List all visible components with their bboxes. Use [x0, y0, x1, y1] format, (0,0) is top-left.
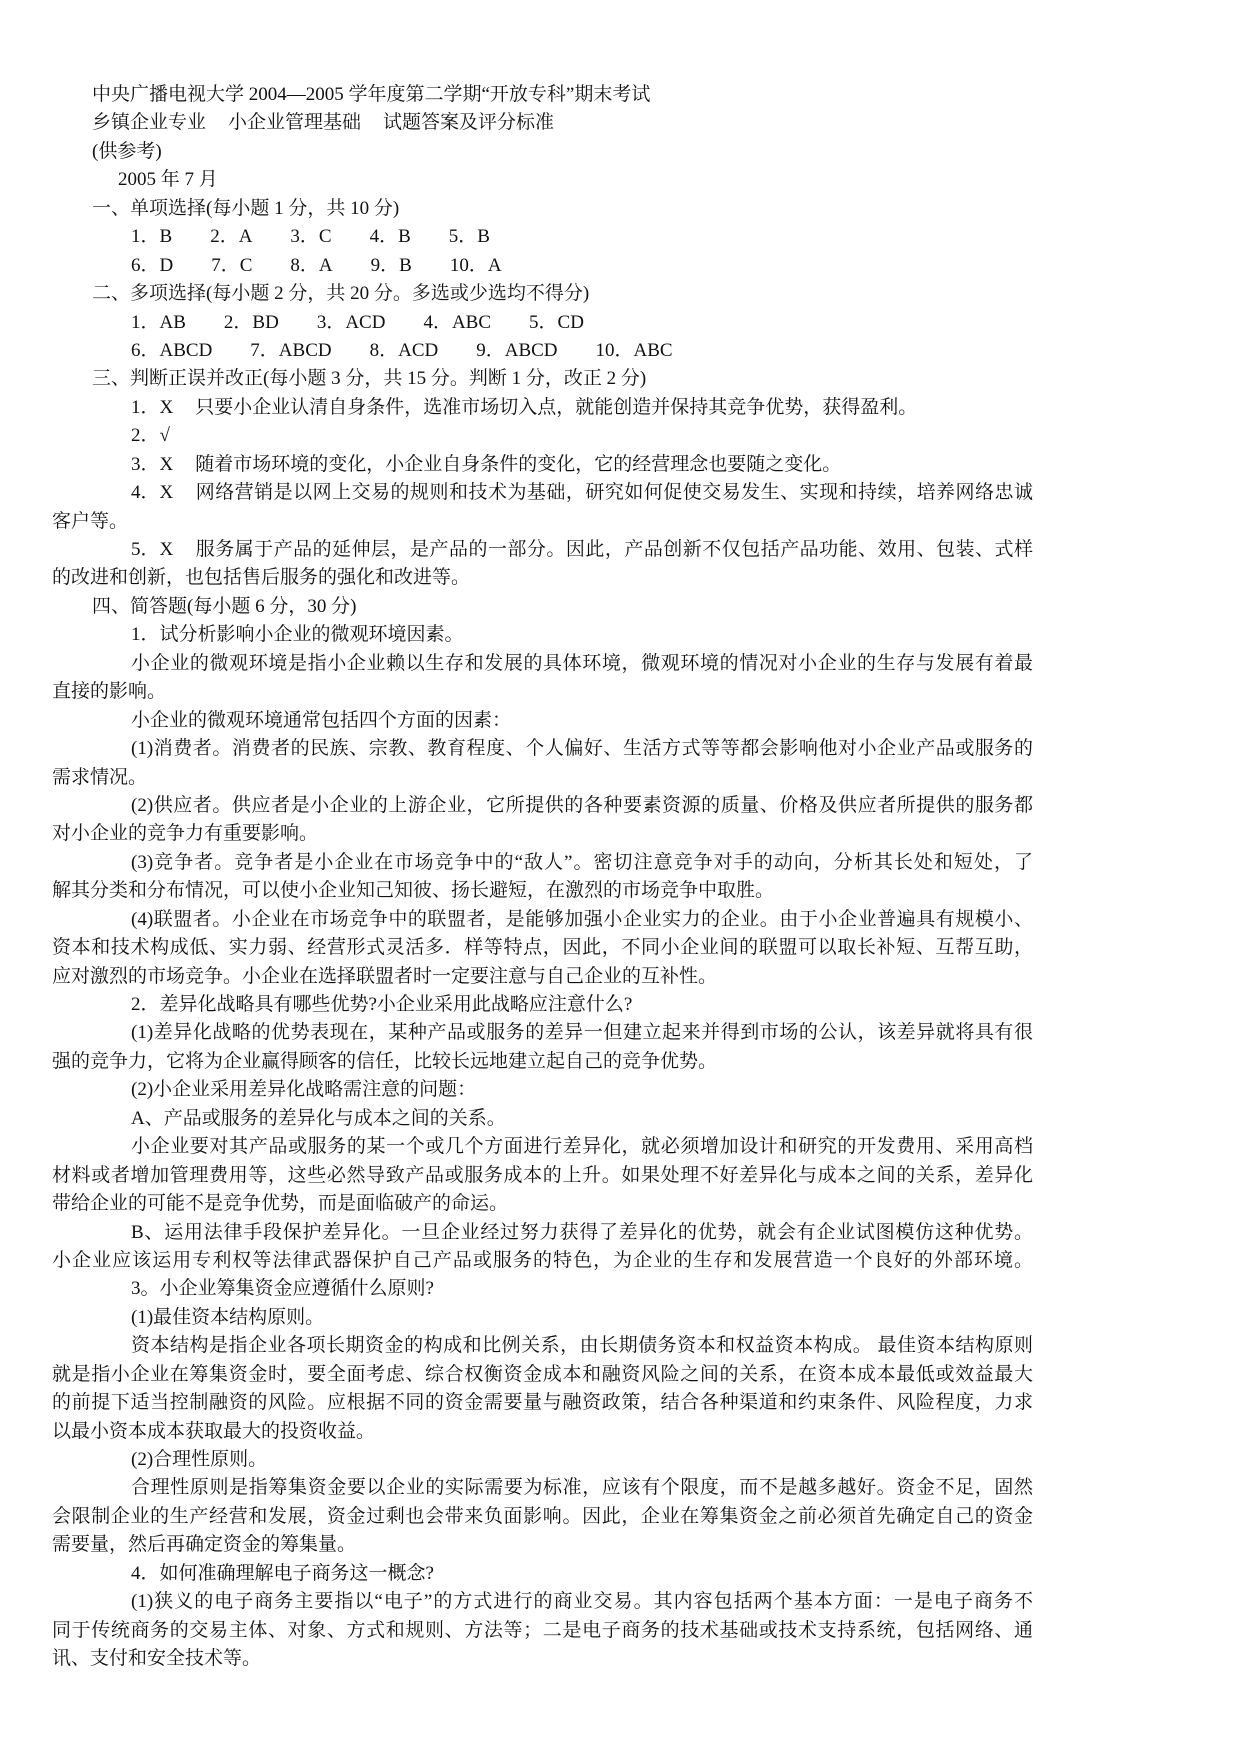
paragraph-line: (2)小企业采用差异化战略需注意的问题：	[131, 1079, 477, 1101]
paragraph-line: 小企业的微观环境是指小企业赖以生存和发展的具体环境，微观环境的情况对小企业的生存与发展有着最	[131, 652, 1033, 674]
correction-text: 随着市场环境的变化，小企业自身条件的变化，它的经营理念也要随之变化。	[195, 453, 842, 475]
paragraph-line: 就是指小企业在筹集资金时，要全面考虑、综合权衡资金成本和融资风险之间的关系，在资本成本最低或效益最大	[52, 1363, 1033, 1385]
judgment-label: 2．√	[131, 425, 170, 447]
answer-item: 10．A	[449, 254, 502, 276]
paragraph-line: 对小企业的竞争力有重要影响。	[52, 823, 319, 845]
judgment-item	[52, 536, 1033, 564]
answer-item: 2．BD	[223, 311, 279, 333]
answer-item: 7．ABCD	[250, 339, 332, 361]
paragraph-line: 解其分类和分布情况，可以使小企业知己知彼、扬长避短，在激烈的市场竞争中取胜。	[52, 880, 775, 902]
paragraph-line: (2)合理性原则。	[131, 1449, 268, 1470]
answer-item: 10．ABC	[595, 339, 673, 361]
paragraph-line: 直接的影响。	[52, 681, 167, 703]
judgment-label: 3．X	[131, 453, 174, 475]
section-1-heading: 一、单项选择(每小题 1 分，共 10 分)	[92, 197, 400, 219]
question-2: 2．差异化战略具有哪些优势?小企业采用此战略应注意什么?	[131, 994, 633, 1015]
paragraph-line: (1)狭义的电子商务主要指以“电子”的方式进行的商业交易。其内容包括两个基本方面：一是电子商务不	[131, 1591, 1033, 1613]
judgment-label: 5．X	[131, 539, 174, 560]
paragraph-line: 带给企业的可能不是竞争优势，而是面临破产的命运。	[52, 1193, 509, 1215]
judgment-label: 4．X	[131, 482, 174, 504]
paragraph-line: 同于传统商务的交易主体、对象、方式和规则、方法等；二是电子商务的技术基础或技术支持系统，包括网络、通	[52, 1619, 1033, 1641]
answer-item: 9．ABCD	[476, 339, 558, 361]
subtitle-doc-type: 试题答案及评分标准	[383, 112, 555, 134]
answer-row	[52, 337, 1033, 365]
correction-text: 只要小企业认清自身条件，选准市场切入点，就能创造并保持其竞争优势，获得盈利。	[195, 396, 918, 418]
answer-item: 5．B	[448, 226, 490, 248]
document-body	[52, 81, 1033, 1674]
answer-item: 4．ABC	[423, 311, 492, 333]
correction-text: 网络营销是以网上交易的规则和技术为基础，研究如何促使交易发生、实现和持续，培养网络忠诚	[195, 482, 1033, 504]
question-3: 3。小企业筹集资金应遵循什么原则?	[131, 1278, 434, 1300]
paragraph-line: (4)联盟者。小企业在市场竞争中的联盟者，是能够加强小企业实力的企业。由于小企业普遍具有规模小、	[131, 908, 1033, 930]
paragraph-line: 应对激烈的市场竞争。小企业在选择联盟者时一定要注意与自己企业的互补性。	[52, 965, 718, 987]
paragraph-line: 会限制企业的生产经营和发展，资金过剩也会带来负面影响。因此，企业在筹集资金之前必须首先确定自己的资金	[52, 1505, 1033, 1527]
subtitle-course: 小企业管理基础	[228, 112, 362, 134]
subtitle-major: 乡镇企业专业	[92, 112, 207, 134]
exam-subtitle	[52, 109, 1033, 137]
answer-item: 1．AB	[131, 311, 186, 333]
answer-item: 4．B	[369, 226, 411, 248]
paragraph-line: 小企业应该运用专利权等法律武器保护自己产品或服务的特色，为企业的生存和发展营造一个良好的外部环境。	[52, 1249, 1033, 1271]
paragraph-line: B、运用法律手段保护差异化。一旦企业经过努力获得了差异化的优势，就会有企业试图模仿这种优势。	[131, 1221, 1033, 1243]
answer-item: 8．A	[290, 254, 333, 276]
paragraph-line: 合理性原则是指筹集资金要以企业的实际需要为标准，应该有个限度，而不是越多越好。资金不足，固然	[131, 1477, 1033, 1499]
correction-text: 服务属于产品的延伸层，是产品的一部分。因此，产品创新不仅包括产品功能、效用、包装、式样	[195, 539, 1033, 560]
paragraph-line: (1)差异化战略的优势表现在，某种产品或服务的差异一但建立起来并得到市场的公认，该差异就将具有很	[131, 1022, 1033, 1044]
paragraph-line: 资本和技术构成低、实力弱、经营形式灵活多．样等特点，因此，不同小企业间的联盟可以取长补短、互帮互助，	[52, 937, 1033, 959]
answer-row	[52, 309, 1033, 337]
answer-row	[52, 252, 1033, 280]
paragraph-line: 材料或者增加管理费用等，这些必然导致产品或服务成本的上升。如果处理不好差异化与成本之间的关系，差异化	[52, 1164, 1033, 1186]
answer-item: 2．A	[210, 226, 253, 248]
paragraph-line: 小企业要对其产品或服务的某一个或几个方面进行差异化，就必须增加设计和研究的开发费用、采用高档	[131, 1136, 1033, 1158]
paragraph-line: 以最小资本成本获取最大的投资收益。	[52, 1420, 376, 1442]
paragraph-line: 客户等。	[52, 510, 129, 532]
paragraph-line: 强的竞争力，它将为企业赢得顾客的信任，比较长远地建立起自己的竞争优势。	[52, 1050, 718, 1072]
judgment-item	[52, 422, 1033, 450]
paragraph-line: 需要量，然后再确定资金的筹集量。	[52, 1534, 357, 1556]
exam-title: 中央广播电视大学 2004—2005 学年度第二学期“开放专科”期末考试	[92, 84, 651, 105]
judgment-item	[52, 451, 1033, 479]
question-1: 1．试分析影响小企业的微观环境因素。	[131, 624, 464, 646]
answer-item: 6．ABCD	[131, 339, 213, 361]
paragraph-line: (1)最佳资本结构原则。	[131, 1306, 325, 1328]
answer-item: 7．C	[211, 254, 253, 276]
section-2-heading: 二、多项选择(每小题 2 分，共 20 分。多选或少选均不得分)	[92, 283, 590, 305]
paragraph-line: (2)供应者。供应者是小企业的上游企业，它所提供的各种要素资源的质量、价格及供应者所提供的服务都	[131, 794, 1033, 816]
section-3-heading: 三、判断正误并改正(每小题 3 分，共 15 分。判断 1 分，改正 2 分)	[92, 368, 647, 390]
paragraph-line: A、产品或服务的差异化与成本之间的关系。	[131, 1107, 506, 1129]
paragraph-line: 资本结构是指企业各项长期资金的构成和比例关系，由长期债务资本和权益资本构成。 最佳资本结构原则	[131, 1335, 1033, 1357]
answer-item: 6．D	[131, 254, 174, 276]
answer-item: 3．C	[290, 226, 332, 248]
answer-item: 9．B	[370, 254, 412, 276]
paragraph-line: 讯、支付和安全技术等。	[52, 1648, 262, 1670]
answer-item: 5．CD	[529, 311, 584, 333]
answer-row	[52, 223, 1033, 251]
answer-item: 3．ACD	[316, 311, 386, 333]
answer-item: 1．B	[131, 226, 173, 248]
paragraph-line: 的前提下适当控制融资的风险。应根据不同的资金需要量与融资政策，结合各种渠道和约束条件、风险程度，力求	[52, 1392, 1033, 1414]
reference-note: (供参考)	[92, 140, 162, 162]
section-4-heading: 四、简答题(每小题 6 分，30 分)	[92, 595, 357, 617]
paragraph-line: 的改进和创新，也包括售后服务的强化和改进等。	[52, 567, 471, 589]
question-4: 4．如何准确理解电子商务这一概念?	[131, 1562, 434, 1584]
paragraph-line: (3)竞争者。竞争者是小企业在市场竞争中的“敌人”。密切注意竞争对手的动向，分析其长处和短处，了	[131, 851, 1033, 873]
paragraph-line: (1)消费者。消费者的民族、宗教、教育程度、个人偏好、生活方式等等都会影响他对小企业产品或服务的	[131, 738, 1033, 760]
judgment-label: 1．X	[131, 396, 174, 418]
answer-item: 8．ACD	[369, 339, 439, 361]
paragraph-line: 小企业的微观环境通常包括四个方面的因素：	[131, 709, 512, 731]
exam-date: 2005 年 7 月	[118, 169, 218, 191]
judgment-item	[52, 394, 1033, 422]
paragraph-line: 需求情况。	[52, 766, 148, 788]
judgment-item	[52, 479, 1033, 507]
